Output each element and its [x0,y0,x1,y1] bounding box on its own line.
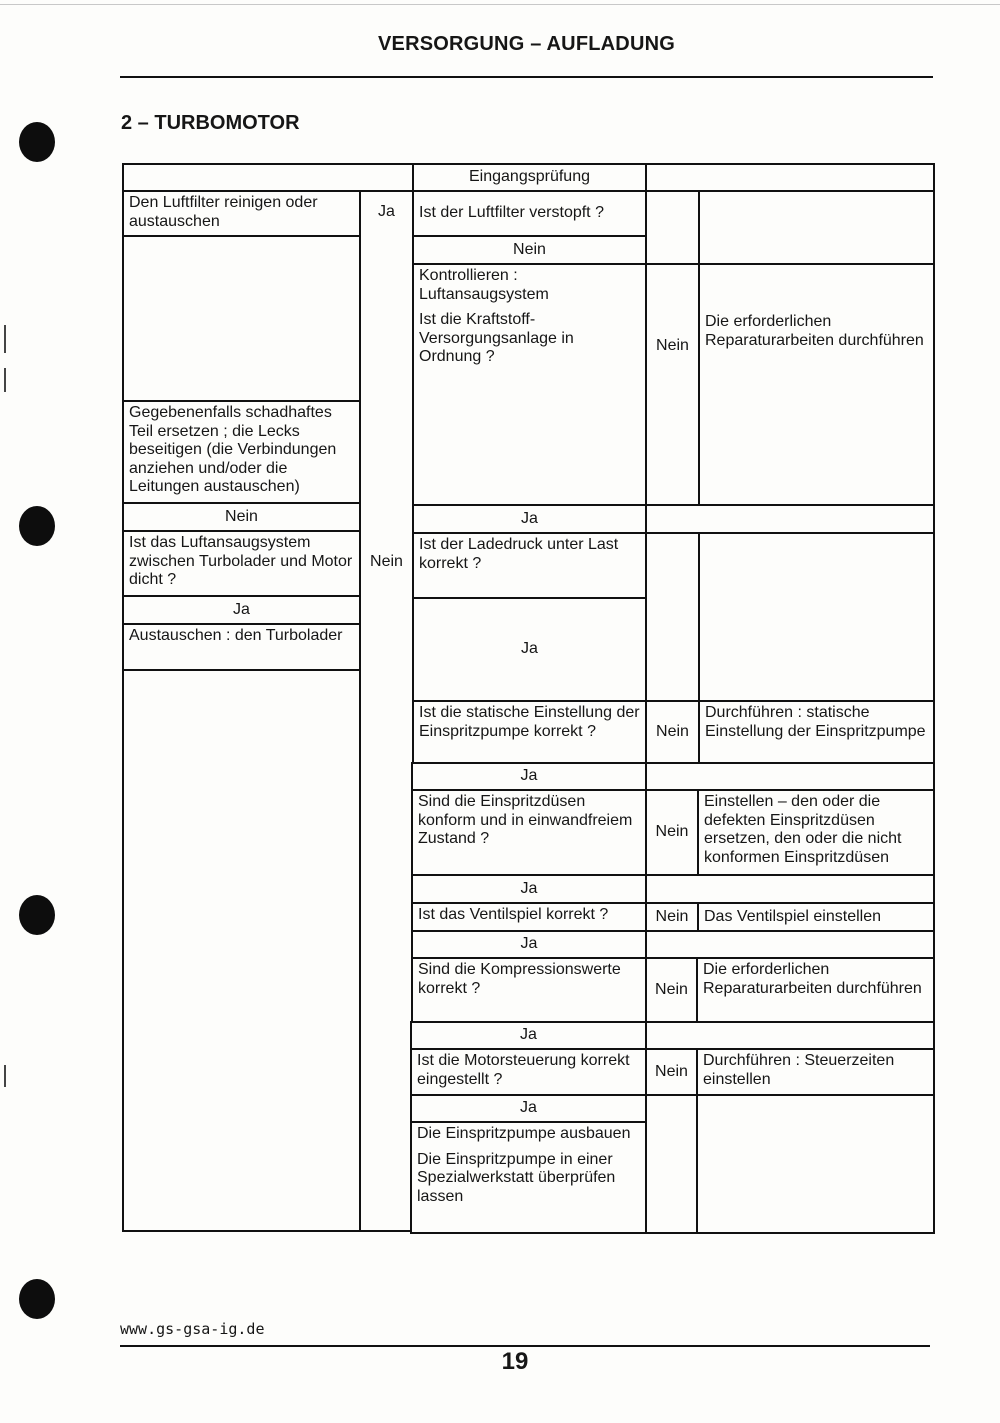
yes-box: Ja [411,762,647,791]
empty-cell [645,1094,698,1234]
scan-mark [4,368,6,392]
answer-repair-2: Die erforderlichen Reparaturarbeiten durchführen [696,957,935,1023]
answer-air-filter: Den Luftfilter reinigen oder austauschen [122,190,361,237]
empty-cell [645,190,700,266]
empty-cell [122,669,361,1232]
yes-box: Ja [412,597,647,702]
answer-injectors: Einstellen – den oder die defekten Einspritzdüsen ersetzen, den oder die nicht konformen Einspritzdüsen [697,789,935,876]
section-title: 2 – TURBOMOTOR [121,112,300,134]
no-box: Nein [645,1048,698,1096]
empty-cell [645,504,935,534]
entry-check-box: Eingangsprüfung [412,163,647,192]
question-timing: Ist die Motorsteuerung korrekt eingestellt ? [410,1048,647,1096]
scan-edge-line [0,4,1000,5]
empty-cell [645,163,935,192]
punch-hole [19,122,55,162]
footer-rule [120,1345,930,1347]
question-valve: Ist das Ventilspiel korrekt ? [411,902,647,932]
question-air-filter: Ist der Luftfilter verstopft ? [412,190,647,237]
check-intake-fuel: Kontrollieren : Luftansaugsystem Ist die Kraftstoff-Versorgungsanlage in Ordnung ? [412,263,647,506]
answer-static: Durchführen : statische Einstellung der Einspritzpumpe [698,700,935,764]
empty-cell [122,163,414,192]
answer-repair-1: Die erforderlichen Reparaturarbeiten durchführen [698,263,935,506]
answer-valve: Das Ventilspiel einstellen [697,902,935,932]
question-boost: Ist der Ladedruck unter Last korrekt ? [412,532,647,599]
question-injectors: Sind die Einspritzdüsen konform und in einwandfreiem Zustand ? [411,789,647,876]
footer-url: www.gs-gsa-ig.de [120,1320,265,1338]
question-intake-tight: Ist das Luftansaugsystem zwischen Turbolader und Motor dicht ? [122,530,361,597]
no-box: Nein [645,263,700,506]
scan-mark [4,1065,6,1087]
empty-cell [698,190,935,266]
punch-hole [19,1279,55,1319]
question-static: Ist die statische Einstellung der Einspritzpumpe korrekt ? [412,700,647,764]
page-number: 19 [501,1348,529,1375]
connector-column [359,190,414,1232]
empty-cell [122,235,361,402]
no-box: Nein [645,700,700,764]
yes-label: Ja [378,203,395,220]
no-box: Nein [412,235,647,265]
header-rule [120,76,933,78]
final-action: Die Einspritzpumpe ausbauen Die Einspritzpumpe in einer Spezialwerkstatt überprüfen lassen [410,1121,647,1234]
empty-cell [698,532,935,702]
empty-cell [696,1094,935,1234]
no-box: Nein [645,789,699,876]
punch-hole [19,506,55,546]
page-header: VERSORGUNG – AUFLADUNG [377,33,675,55]
question-compression: Sind die Kompressionswerte korrekt ? [411,957,647,1023]
yes-box: Ja [410,1094,647,1123]
yes-box: Ja [122,595,361,625]
yes-box: Ja [411,874,647,904]
empty-cell [645,1021,935,1050]
no-box: Nein [645,902,699,932]
empty-cell [645,532,700,702]
no-box: Nein [645,957,698,1023]
yes-box: Ja [411,930,647,959]
no-label: Nein [370,553,403,570]
answer-timing: Durchführen : Steuerzeiten einstellen [696,1048,935,1096]
empty-cell [645,930,935,959]
scan-mark [4,325,6,353]
answer-turbo: Austauschen : den Turbolader [122,623,361,671]
yes-box: Ja [410,1021,647,1050]
answer-replace-part: Gegebenenfalls schadhaftes Teil ersetzen ; die Lecks beseitigen (die Verbindungen anziehen und/oder die Leitungen austauschen) [122,400,361,504]
no-box: Nein [122,502,361,532]
empty-cell [645,762,935,791]
yes-box: Ja [412,504,647,534]
punch-hole [19,895,55,935]
empty-cell [645,874,935,904]
